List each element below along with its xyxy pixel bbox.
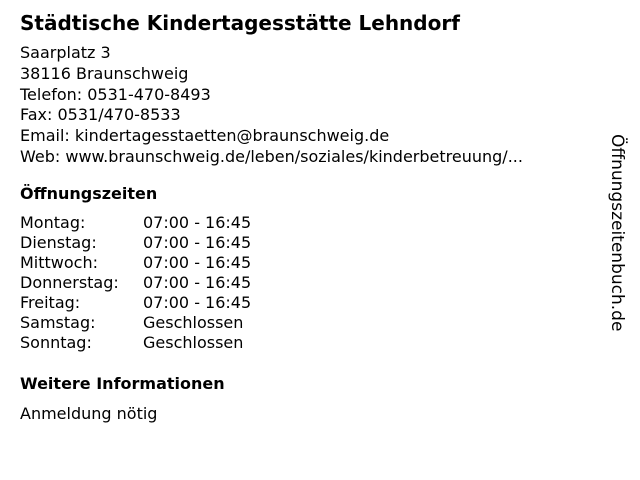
more-info-text: Anmeldung nötig <box>20 404 158 423</box>
hours-day-label: Montag: <box>20 213 86 232</box>
hours-day-label: Freitag: <box>20 293 81 312</box>
hours-row-sunday <box>20 333 251 353</box>
hours-row-saturday <box>20 313 251 333</box>
fax-number: Fax: 0531/470-8533 <box>20 105 181 125</box>
hours-time-value: 07:00 - 16:45 <box>143 213 252 232</box>
opening-hours-table <box>20 213 251 353</box>
website-link[interactable]: Web: www.braunschweig.de/leben/soziales/kinderbetreuung/... <box>20 146 523 166</box>
address-city: 38116 Braunschweig <box>20 63 189 83</box>
hours-day-label: Sonntag: <box>20 333 92 352</box>
hours-time-value: 07:00 - 16:45 <box>143 273 252 292</box>
hours-row-tuesday <box>20 233 251 253</box>
hours-day-label: Donnerstag: <box>20 273 119 292</box>
hours-time-value: Geschlossen <box>143 333 244 352</box>
hours-row-friday <box>20 293 251 313</box>
hours-row-wednesday <box>20 253 251 273</box>
site-watermark: Öffnungszeitenbuch.de <box>607 134 627 332</box>
opening-hours-heading: Öffnungszeiten <box>20 184 158 203</box>
address-street: Saarplatz 3 <box>20 43 111 62</box>
email-address: Email: kindertagesstaetten@braunschweig.de <box>20 126 390 146</box>
business-title: Städtische Kindertagesstätte Lehndorf <box>20 11 460 35</box>
hours-day-label: Dienstag: <box>20 233 97 252</box>
contact-block <box>20 43 523 168</box>
hours-row-thursday <box>20 273 251 293</box>
hours-time-value: Geschlossen <box>143 313 244 332</box>
hours-row-monday <box>20 213 251 233</box>
hours-time-value: 07:00 - 16:45 <box>143 233 252 252</box>
hours-time-value: 07:00 - 16:45 <box>143 293 252 312</box>
hours-day-label: Mittwoch: <box>20 253 98 272</box>
hours-day-label: Samstag: <box>20 313 96 332</box>
phone-number: Telefon: 0531-470-8493 <box>20 84 211 104</box>
hours-time-value: 07:00 - 16:45 <box>143 253 252 272</box>
more-info-heading: Weitere Informationen <box>20 374 225 393</box>
